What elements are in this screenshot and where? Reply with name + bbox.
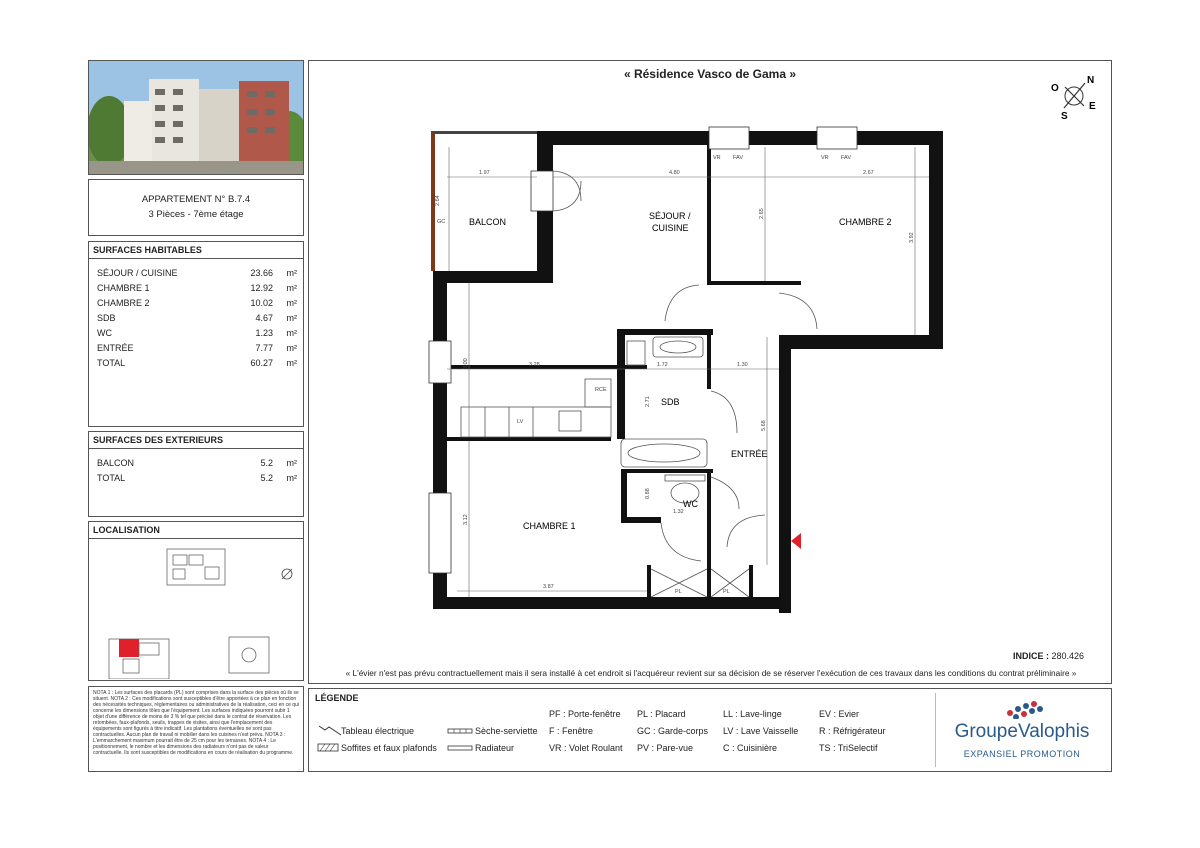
brand-logo-icon xyxy=(992,697,1052,719)
brand-name xyxy=(936,721,1108,743)
indice xyxy=(1013,651,1084,661)
label-pl-2: PL xyxy=(723,589,730,595)
habitable-heading: SURFACES HABITABLES xyxy=(89,242,303,259)
dim-480: 4.80 xyxy=(669,170,680,176)
habitable-row xyxy=(97,325,297,340)
dim-197: 1.97 xyxy=(479,170,490,176)
compass-o: O xyxy=(1051,83,1059,94)
exterior-row-value: 5.2 xyxy=(260,472,273,483)
habitable-row-unit: m² xyxy=(286,312,297,323)
habitable-row xyxy=(97,265,297,280)
building-photo-art xyxy=(89,61,304,175)
habitable-row-name: TOTAL xyxy=(97,357,126,368)
apartment-number: APPARTEMENT N° B.7.4 xyxy=(141,194,251,205)
habitable-row xyxy=(97,355,297,370)
habitable-row-name: WC xyxy=(97,327,112,338)
habitable-row-name: SÉJOUR / CUISINE xyxy=(97,267,178,278)
entry-marker-icon xyxy=(791,533,801,549)
legend-box xyxy=(308,688,1112,772)
dim-568: 5.68 xyxy=(761,420,767,431)
seche-serviette-icon xyxy=(447,727,473,735)
label-lv: LV xyxy=(517,419,524,425)
exterior-row-unit: m² xyxy=(286,472,297,483)
habitable-row xyxy=(97,280,297,295)
legend-abbrev: GC : Garde-corps xyxy=(637,726,709,736)
exterior-rows xyxy=(89,449,303,485)
dim-265: 2.65 xyxy=(759,208,765,219)
legend-abbrev: LV : Lave Vaisselle xyxy=(723,726,799,736)
dim-172: 1.72 xyxy=(657,362,668,368)
room-sejour-2: CUISINE xyxy=(652,223,689,233)
habitable-row-value: 1.23 xyxy=(255,327,273,338)
habitable-row-unit: m² xyxy=(286,267,297,278)
exterior-heading: SURFACES DES EXTERIEURS xyxy=(89,432,303,449)
compass-e: E xyxy=(1089,101,1096,112)
legend-abbrev: C : Cuisinière xyxy=(723,743,778,753)
disclaimer: « L'évier n'est pas prévu contractuellement mais il sera installé à cet endroit si l'acquéreur revient sur sa décision de se réserver l'exécution de ces travaux dans les conditions du contrat préliminaire » xyxy=(345,668,1077,678)
habitable-row xyxy=(97,310,297,325)
legend-abbrev: VR : Volet Roulant xyxy=(549,743,623,753)
exterior-surfaces xyxy=(88,431,304,517)
indice-label: INDICE : xyxy=(1013,651,1049,661)
dim-312: 3.12 xyxy=(463,514,469,525)
habitable-row-value: 12.92 xyxy=(250,282,273,293)
habitable-row-unit: m² xyxy=(286,357,297,368)
label-fav-1: FAV xyxy=(733,155,743,161)
plan-frame xyxy=(308,60,1112,684)
brand-name-1: Groupe xyxy=(954,721,1018,742)
habitable-surfaces xyxy=(88,241,304,427)
exterior-row xyxy=(97,455,297,470)
legend-heading: LÉGENDE xyxy=(315,693,359,703)
brand-box xyxy=(935,693,1107,767)
legend-abbrev: PF : Porte-fenêtre xyxy=(549,709,621,719)
habitable-row-unit: m² xyxy=(286,282,297,293)
dim-130: 1.30 xyxy=(737,362,748,368)
legend-radiateur: Radiateur xyxy=(475,743,515,753)
radiateur-icon xyxy=(447,744,473,752)
soffites-icon xyxy=(317,743,339,753)
exterior-row-unit: m² xyxy=(286,457,297,468)
legend-seche: Sèche-serviette xyxy=(475,726,538,736)
dim-300: 3.00 xyxy=(463,358,469,369)
compass-s: S xyxy=(1061,111,1068,122)
room-balcon: BALCON xyxy=(469,217,507,227)
apartment-box xyxy=(88,179,304,236)
habitable-row-value: 4.67 xyxy=(255,312,273,323)
exterior-row-name: BALCON xyxy=(97,457,135,468)
dim-328: 3.28 xyxy=(529,362,540,368)
label-ce: CE xyxy=(599,387,607,393)
legend-abbrev: TS : TriSelectif xyxy=(819,743,878,753)
habitable-row-value: 60.27 xyxy=(250,357,273,368)
compass-n: N xyxy=(1087,75,1095,86)
legend-abbrev: LL : Lave-linge xyxy=(723,709,782,719)
habitable-row-unit: m² xyxy=(286,297,297,308)
room-sdb: SDB xyxy=(661,397,680,407)
room-chambre2: CHAMBRE 2 xyxy=(839,217,892,227)
label-vr-1: VR xyxy=(713,155,721,161)
habitable-row-unit: m² xyxy=(286,342,297,353)
label-r: R xyxy=(595,387,599,393)
localisation-heading: LOCALISATION xyxy=(89,522,303,539)
habitable-row-value: 7.77 xyxy=(255,342,273,353)
legend-soffites: Soffites et faux plafonds xyxy=(341,743,437,753)
room-entree: ENTRÉE xyxy=(731,449,768,459)
habitable-row-name: CHAMBRE 1 xyxy=(97,282,150,293)
dim-132: 1.32 xyxy=(673,509,684,515)
room-wc: WC xyxy=(683,499,698,509)
exterior-row xyxy=(97,470,297,485)
localisation-map xyxy=(89,539,303,679)
legend-abbrev: PL : Placard xyxy=(637,709,686,719)
residence-title: « Résidence Vasco de Gama » xyxy=(623,67,797,81)
compass-icon xyxy=(1051,75,1096,122)
brand-sub: EXPANSIEL PROMOTION xyxy=(963,749,1081,759)
legend-abbrev: R : Réfrigérateur xyxy=(819,726,886,736)
floor-plan xyxy=(309,61,1113,685)
legend-abbrev: F : Fenêtre xyxy=(549,726,594,736)
label-gc: GC xyxy=(437,219,446,225)
habitable-rows xyxy=(89,259,303,370)
notes-text: NOTA 1 : Les surfaces des placards (PL) sont comprises dans la surface des pièces où ils se situent. NOTA 2 : Ces modifications sont susceptibles d'être apportées à ce plan en fonction des nécessités techniques, réglementaires ou administratives de la réalisation, ceci en ce qui concerne les dimensions tôles que l'équipement. Les surfaces indiquées pourront subir 1 objet d'une différence de moins de 3 % tel que précisé dans le contrat de réservation. Les retombées, faux-plafonds, seuils, trappes de visites, ainsi que l'emplacement des équipements sont figurés à titre indicatif. Les plantations éventuelles ne sont pas contractuelles. Aucun plan de travail ni mobilier dans les cuisines n'est prévu. NOTA 3 : L'emmarchement maximum pourrait être de 25 cm pour les terrasses. NOTA 4 : Le positionnement, le nombre et les dimensions des radiateurs n'ont pas de valeur contractuelle. Ils sont susceptibles de modifications en cours de réalisation du programme. xyxy=(93,690,299,756)
habitable-row-name: ENTRÉE xyxy=(97,342,134,353)
dim-392: 3.92 xyxy=(909,232,915,243)
label-fav-2: FAV xyxy=(841,155,851,161)
apartment-description: 3 Pièces - 7ème étage xyxy=(148,209,244,220)
habitable-row-name: SDB xyxy=(97,312,116,323)
label-pl-1: PL xyxy=(675,589,682,595)
indice-value: 280.426 xyxy=(1051,651,1085,661)
legend-abbrev: PV : Pare-vue xyxy=(637,743,694,753)
brand-name-2: Valophis xyxy=(1017,721,1090,742)
habitable-row-unit: m² xyxy=(286,327,297,338)
dim-088: 0.88 xyxy=(645,488,651,499)
habitable-row-name: CHAMBRE 2 xyxy=(97,297,150,308)
dim-387: 3.87 xyxy=(543,584,554,590)
dim-267: 2.67 xyxy=(863,170,874,176)
room-sejour-1: SÉJOUR / xyxy=(649,211,691,221)
exterior-row-value: 5.2 xyxy=(260,457,273,468)
legend-abbrev: EV : Evier xyxy=(819,709,860,719)
building-photo xyxy=(88,60,304,175)
exterior-row-name: TOTAL xyxy=(97,472,126,483)
legend-tableau: Tableau électrique xyxy=(341,726,415,736)
habitable-row-value: 23.66 xyxy=(250,267,273,278)
localisation-box xyxy=(88,521,304,681)
habitable-row xyxy=(97,340,297,355)
dim-264: 2.64 xyxy=(435,195,441,206)
room-chambre1: CHAMBRE 1 xyxy=(523,521,576,531)
dim-271: 2.71 xyxy=(645,396,651,407)
habitable-row-value: 10.02 xyxy=(250,297,273,308)
label-vr-2: VR xyxy=(821,155,829,161)
notes-box xyxy=(88,686,304,772)
habitable-row xyxy=(97,295,297,310)
